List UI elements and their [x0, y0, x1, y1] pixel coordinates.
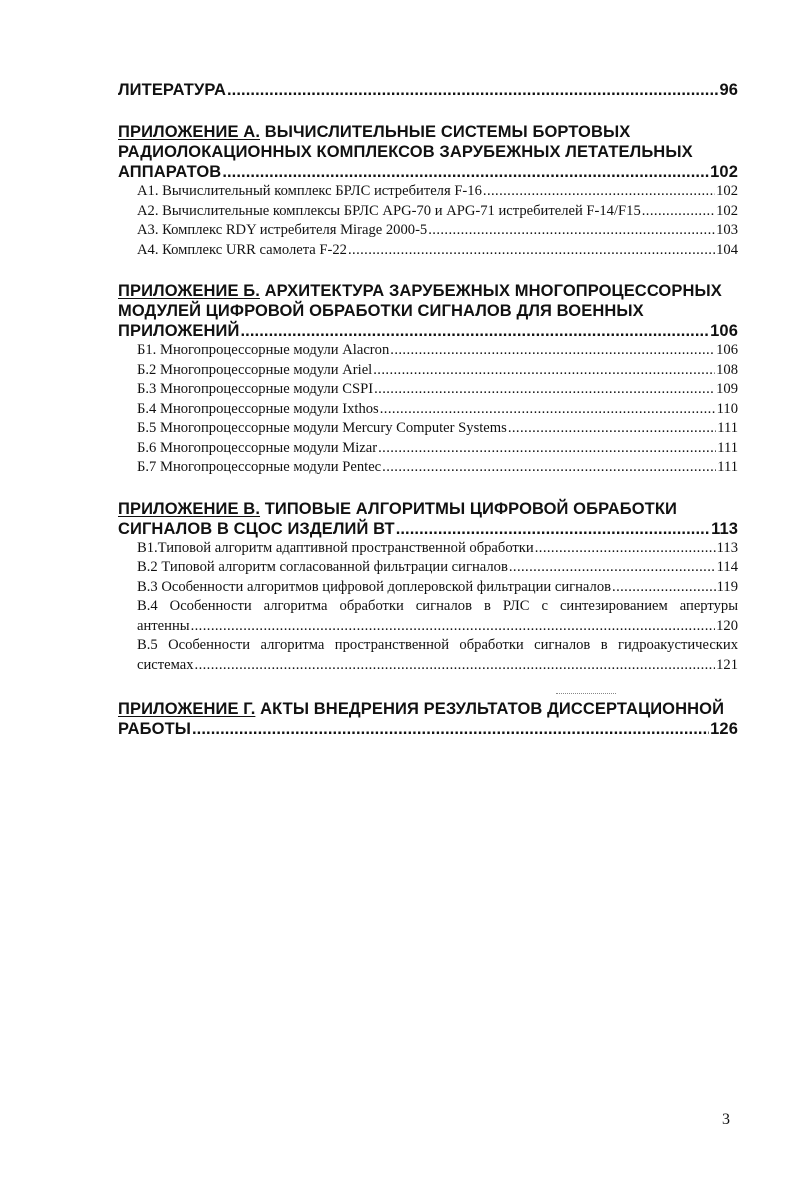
- toc-subitem-label: А3. Комплекс RDY истребителя Mirage 2000-5: [137, 222, 428, 238]
- toc-subitem: [137, 361, 738, 381]
- dot-leader: [191, 617, 716, 637]
- toc-page: 106: [710, 322, 738, 340]
- toc-subitem: [137, 241, 738, 261]
- appendix-heading-line: [118, 122, 738, 142]
- toc-subitem: [137, 539, 738, 559]
- toc-line: [118, 719, 738, 739]
- toc-subitem: [137, 182, 738, 202]
- toc-subitem-first-line: В.4 Особенности алгоритма обработки сигналов в РЛС с синтезированием апертуры: [137, 598, 738, 614]
- dot-leader: [380, 400, 716, 420]
- appendix-title-last-line: ПРИЛОЖЕНИЙ: [118, 322, 240, 340]
- toc-subitem-continuation: [137, 656, 738, 676]
- appendix-title-line: АКТЫ ВНЕДРЕНИЯ РЕЗУЛЬТАТОВ ДИССЕРТАЦИОННОЙ: [260, 700, 725, 718]
- toc-subitem: [137, 439, 738, 459]
- toc-line: [118, 519, 738, 539]
- appendix-prefix: ПРИЛОЖЕНИЕ Г.: [118, 700, 256, 718]
- appendix-title-line: ВЫЧИСЛИТЕЛЬНЫЕ СИСТЕМЫ БОРТОВЫХ: [264, 123, 631, 141]
- toc-title: ЛИТЕРАТУРА: [118, 81, 226, 99]
- toc-subitem-label: Б.6 Многопроцессорные модули Mizar: [137, 439, 378, 456]
- dot-leader: [222, 162, 709, 182]
- appendix-title-last-line: АППАРАТОВ: [118, 163, 222, 181]
- toc-subitem-label: В.3 Особенности алгоритмов цифровой доплеровской фильтрации сигналов: [137, 578, 612, 595]
- toc-subitem-first-line: В.5 Особенности алгоритма пространственной обработки сигналов в гидроакустических: [137, 637, 738, 653]
- table-of-contents: [118, 80, 738, 757]
- toc-subitem: [137, 221, 738, 241]
- dot-leader: [535, 539, 716, 559]
- toc-page: 103: [716, 222, 738, 238]
- toc-page: 114: [716, 559, 738, 575]
- toc-page: 102: [716, 202, 738, 219]
- dot-leader: [642, 202, 715, 222]
- toc-page: 126: [710, 720, 738, 738]
- dot-leader: [612, 578, 716, 598]
- toc-page: 102: [716, 183, 738, 199]
- appendix-title-last-line: СИГНАЛОВ В СЦОС ИЗДЕЛИЙ ВТ: [118, 519, 395, 538]
- toc-page: 108: [716, 361, 738, 378]
- dot-leader: [378, 439, 716, 459]
- toc-subitem: [137, 400, 738, 420]
- toc-subitem-label: А4. Комплекс URR самолета F-22: [137, 241, 347, 258]
- appendix-title-line: РАДИОЛОКАЦИОННЫХ КОМПЛЕКСОВ ЗАРУБЕЖНЫХ ЛЕТАТЕЛЬНЫХ: [118, 143, 693, 161]
- dot-leader: [192, 719, 709, 739]
- dot-leader: [240, 321, 709, 341]
- toc-page: 104: [716, 241, 738, 258]
- toc-subitem-label: Б.5 Многопроцессорные модули Mercury Computer Systems: [137, 420, 507, 436]
- toc-page: 109: [716, 381, 738, 397]
- toc-subitem-label: Б.4 Многопроцессорные модули Ixthos: [137, 400, 379, 417]
- appendix-title-line: ТИПОВЫЕ АЛГОРИТМЫ ЦИФРОВОЙ ОБРАБОТКИ: [264, 499, 677, 518]
- toc-appendix-v: [118, 499, 738, 676]
- toc-subitem-label: системах: [137, 656, 194, 673]
- toc-appendix-g: [118, 699, 738, 739]
- dot-leader: [374, 380, 715, 400]
- toc-page: 121: [716, 656, 738, 673]
- dot-leader: [227, 80, 718, 100]
- toc-subitem-label: Б.3 Многопроцессорные модули CSPI: [137, 381, 374, 397]
- dot-leader: [348, 241, 715, 261]
- toc-appendix-a: [118, 122, 738, 260]
- toc-subitem-continuation: [137, 617, 738, 637]
- toc-line: [118, 162, 738, 182]
- toc-page: 111: [717, 459, 738, 475]
- dot-leader: [508, 419, 716, 439]
- toc-page: 120: [716, 617, 738, 634]
- toc-line: [118, 80, 738, 100]
- toc-page: 106: [716, 342, 738, 358]
- toc-page: 113: [711, 519, 738, 538]
- dot-leader: [382, 458, 716, 478]
- scan-artifact: [556, 693, 616, 695]
- toc-subitem: [137, 419, 738, 439]
- toc-subitem-label: антенны: [137, 617, 190, 634]
- toc-subitem-label: В.2 Типовой алгоритм согласованной фильтрации сигналов: [137, 559, 508, 575]
- toc-subitem: [137, 578, 738, 598]
- toc-literature: [118, 80, 738, 100]
- toc-subitem: [137, 202, 738, 222]
- toc-subitem-label: Б.7 Многопроцессорные модули Pentec: [137, 459, 382, 475]
- dot-leader: [509, 558, 716, 578]
- dot-leader: [396, 519, 710, 539]
- toc-page: 102: [710, 163, 738, 181]
- dot-leader: [373, 361, 715, 381]
- toc-subitem: [137, 380, 738, 400]
- appendix-prefix: ПРИЛОЖЕНИЕ В.: [118, 499, 261, 518]
- dot-leader: [428, 221, 715, 241]
- toc-page: 110: [716, 400, 738, 417]
- toc-subitem: [137, 558, 738, 578]
- toc-subitem-label: А2. Вычислительные комплексы БРЛС APG-70 и APG-71 истребителей F-14/F15: [137, 202, 641, 219]
- toc-line: [118, 321, 738, 341]
- toc-subitem: [137, 341, 738, 361]
- toc-subitem-label: В1.Типовой алгоритм адаптивной пространственной обработки: [137, 539, 534, 556]
- toc-subitem-label: Б.2 Многопроцессорные модули Ariel: [137, 361, 373, 378]
- appendix-prefix: ПРИЛОЖЕНИЕ Б.: [118, 282, 260, 300]
- dot-leader: [483, 182, 715, 202]
- toc-subitem-wrapped: [118, 636, 738, 656]
- toc-page: 113: [716, 539, 738, 556]
- toc-appendix-b: [118, 281, 738, 478]
- page-number: 3: [722, 1111, 730, 1128]
- dot-leader: [195, 656, 716, 676]
- appendix-heading-line: [118, 281, 738, 301]
- toc-page: 119: [716, 578, 738, 595]
- appendix-title-line: МОДУЛЕЙ ЦИФРОВОЙ ОБРАБОТКИ СИГНАЛОВ ДЛЯ ВОЕННЫХ: [118, 302, 644, 320]
- appendix-title-line: АРХИТЕКТУРА ЗАРУБЕЖНЫХ МНОГОПРОЦЕССОРНЫХ: [264, 282, 722, 300]
- toc-subitem-label: А1. Вычислительный комплекс БРЛС истребителя F-16: [137, 183, 482, 199]
- toc-subitem-wrapped: [118, 597, 738, 617]
- toc-subitem: [137, 458, 738, 478]
- toc-subitem-label: Б1. Многопроцессорные модули Alacron: [137, 342, 390, 358]
- dot-leader: [390, 341, 715, 361]
- appendix-prefix: ПРИЛОЖЕНИЕ А.: [118, 123, 261, 141]
- toc-page: 111: [717, 439, 738, 456]
- appendix-heading-line: [118, 499, 738, 519]
- appendix-heading-line: [118, 699, 738, 719]
- toc-page: 111: [717, 420, 738, 436]
- appendix-title-last-line: РАБОТЫ: [118, 720, 191, 738]
- toc-page: 96: [719, 81, 738, 99]
